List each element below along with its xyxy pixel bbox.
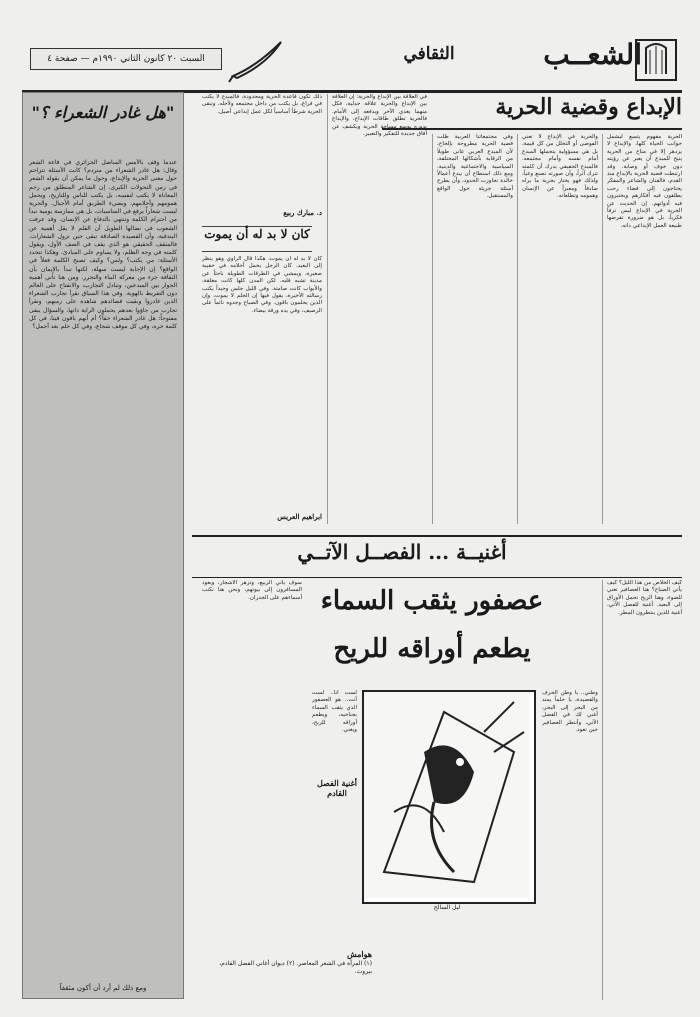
newspaper-page xyxy=(22,30,682,1005)
author-box: ابراهيم العريس xyxy=(277,512,322,521)
main-headline: الإبداع وقضية الحرية xyxy=(382,94,682,130)
sidebar-footer: ومع ذلك لم أرد أن أكون مثقفاً xyxy=(59,984,147,992)
article-column-3: وفي مجتمعاتنا العربية ظلت قضية الحرية مطروحة بإلحاح، لأن المبدع العربي عانى طويلاً من الرقابة بأشكالها المختلفة، السياسية والاجتماعية والدينية. ومع ذلك استطاع أن يبدع أعمالاً خالدة تجاوزت الحدود، وأن يطرح أسئلة جريئة حول الواقع والمستقبل. xyxy=(437,134,513,200)
footnotes xyxy=(202,950,372,995)
songs-column-c: سوف يأتي الربيع، وتزهر الأشجار، ويعود المسافرون إلى بيوتهم، ونحن هنا نكتب أسماءهم على الجدران. xyxy=(202,580,302,601)
date-line: السبت ٢٠ كانون الثاني ١٩٩٠م — صفحة ٤ xyxy=(30,48,222,70)
songs-column-d: لست أنا.. لست أنت.. هو العصفور الذي يثقب السماء بجناحيه، ويطعم أوراقه للريح، ويغني. xyxy=(312,690,357,734)
section-name: الثقافي xyxy=(403,44,455,64)
lyre-icon xyxy=(632,34,682,86)
songs-column-b: وطني.. يا وطن الحرف والقصيدة، يا حلماً يمتد من البحر إلى البحر، أغني لك في الفصل الآتي، وأنتظر العصافير حين تعود. xyxy=(542,690,598,734)
mid-text-top: ذلك تكون قاعدة الحرية ومحدودة، فالمبدع لا يكتب في فراغ، بل يكتب من داخل مجتمعه ولأجله. وتبقى الحرية شرطاً أساسياً لكل عمل إبداعي أصيل. xyxy=(202,94,322,115)
column-divider xyxy=(602,580,603,1000)
poem-title: أغنية الفصل القادم xyxy=(316,778,357,798)
illustration xyxy=(362,690,536,904)
author-top: د. مبارك ربيع xyxy=(283,208,322,217)
column-divider xyxy=(327,94,328,524)
sidebar-column xyxy=(22,92,184,999)
article-column-2: والحرية في الإبداع لا تعني الفوضى أو التحلل من كل قيمة، بل هي مسؤولية يتحملها المبدع أمام نفسه وأمام مجتمعه. فالمبدع الحقيقي يدرك أن كلمته تترك أثراً، وأن صورته تصنع وعياً، ولذلك فهو يختار بحرية ما يراه صادقاً ومعبراً عن الإنسان وهمومه وتطلعاته. xyxy=(522,134,598,200)
article-column-1: الحرية مفهوم يتسع ليشمل جوانب الحياة كلها، والإبداع لا يزدهر إلا في مناخ من الحرية يتيح للمبدع أن يعبر عن رؤيته دون خوف أو وصاية. وقد ارتبطت قضية الحرية بالإبداع منذ القدم، فالفنان والشاعر والمفكر يحتاجون إلى فضاء رحب يطلقون فيه أفكارهم ويختبرون فيه أدواتهم. إن الحديث عن الحرية في الإبداع ليس ترفاً فكرياً، بل هو ضرورة تفرضها طبيعة العمل الإبداعي ذاته. xyxy=(607,134,682,229)
songs-column-a: كيف الخلاص من هذا الليل؟ كيف يأتي الصباح؟ هنا العصافير تغني للضوء، وهنا الريح تحمل الأوراق إلى البعيد. أغنية للفصل الآتي، أغنية للذين ينتظرون المطر. xyxy=(607,580,682,616)
footnotes-label: هوامش xyxy=(346,949,372,959)
author-songs: ليل السالح xyxy=(433,904,461,911)
column-divider xyxy=(602,134,603,524)
woman-illustration-icon xyxy=(364,692,530,898)
article-column-4: في العلاقة بين الإبداع والحرية: إن العلاقة بين الإبداع والحرية علاقة جدلية، فكل منهما يغذي الآخر ويدفعه إلى الأمام. فالحرية تطلق طاقات الإبداع، والإبداع بدوره يوسع مساحة الحرية ويكشف عن آفاق جديدة للتفكير والتعبير. xyxy=(332,94,427,138)
quill-icon xyxy=(227,36,287,84)
sidebar-title: "هل غادر الشعراء ؟" xyxy=(31,103,175,122)
column-divider xyxy=(517,134,518,524)
story-box-text: كان لا بد له أن يموت، هكذا قال الراوي وهو ينظر إلى البعيد. كان الرجل يحمل أحلامه في حقيبة صغيرة، ويمشي في الطرقات الطويلة باحثاً عن مدينة تشبه قلبه. لكن المدن كلها كانت مغلقة، والأبواب كانت صامتة. وفي الليل جلس وحيداً يكتب رسالته الأخيرة، يقول فيها إن الحلم لا يموت، وإن الذين يحلمون باقون. وفي الصباح وجدوه نائماً على الرصيف، وفي يده ورقة بيضاء. xyxy=(202,256,322,314)
masthead xyxy=(22,30,682,93)
songs-section-title: أغنيــة ... الفصــل الآتــي xyxy=(297,540,507,564)
footnotes-text: (١) المرأة في الشعر المعاصر. (٢) ديوان أغاني الفصل القادم، بيروت. xyxy=(219,960,372,975)
paper-title: الشعــب xyxy=(543,38,642,71)
songs-headline-2: يطعم أوراقه للريح xyxy=(333,634,531,664)
story-box-title: كان لا بد له أن يموت xyxy=(202,226,312,252)
sidebar-text: عندما وقف بالأمس المناضل الجزائري في قاعة الشعر وقال: هل غادر الشعراء من متردم؟ كانت الأسئلة تتزاحم حول معنى الحرية والإبداع، وحول ما يمكن أن يقوله الشعر في زمن التحولات الكبرى. إن الشاعر المنطلق من رحم المعاناة لا يكتب لنفسه، بل يكتب للناس وللتاريخ، ويحمل همومهم وأحلامهم، ويضيء الطريق أمام الأجيال. والحرية ليست شعاراً يرفع في المناسبات، بل هي ممارسة يومية تبدأ من احترام الكلمة وتنتهي بالدفاع عن الإنسان. وقد عرفت الشعوب في نضالها الطويل أن القلم لا يقل أهمية عن البندقية، وأن القصيدة الصادقة تبقى حين تزول الشعارات. فالمثقف الحقيقي هو الذي يقف في الصف الأول، ويقول كلمته في وجه الظلم، ولا يساوم على المبادئ. وهكذا تتجدد الأسئلة: من يكتب؟ ولمن؟ وكيف تصبح الكلمة فعلاً في الواقع؟ إن الإجابة ليست سهلة، لكنها تبدأ بالإيمان بأن الثقافة جزء من معركة البناء والتحرر. ومن هنا تأتي أهمية الحوار بين المبدعين، وتبادل التجارب، والانفتاح على العالم دون التفريط بالهوية. وفي هذا السياق نقرأ تجارب الشعراء الذين غادروا وبقيت قصائدهم شاهدة على زمنهم، ونقرأ تجارب من جاؤوا بعدهم يحملون الراية ذاتها. والسؤال يبقى مفتوحاً: هل غادر الشعراء حقاً؟ أم أنهم باقون فينا، في كل كلمة حرة، وفي كل موقف شجاع، وفي كل حلم بغد أجمل؟ xyxy=(29,159,177,331)
column-divider xyxy=(432,134,433,524)
songs-headline-1: عصفور يثقب السماء xyxy=(320,586,544,616)
